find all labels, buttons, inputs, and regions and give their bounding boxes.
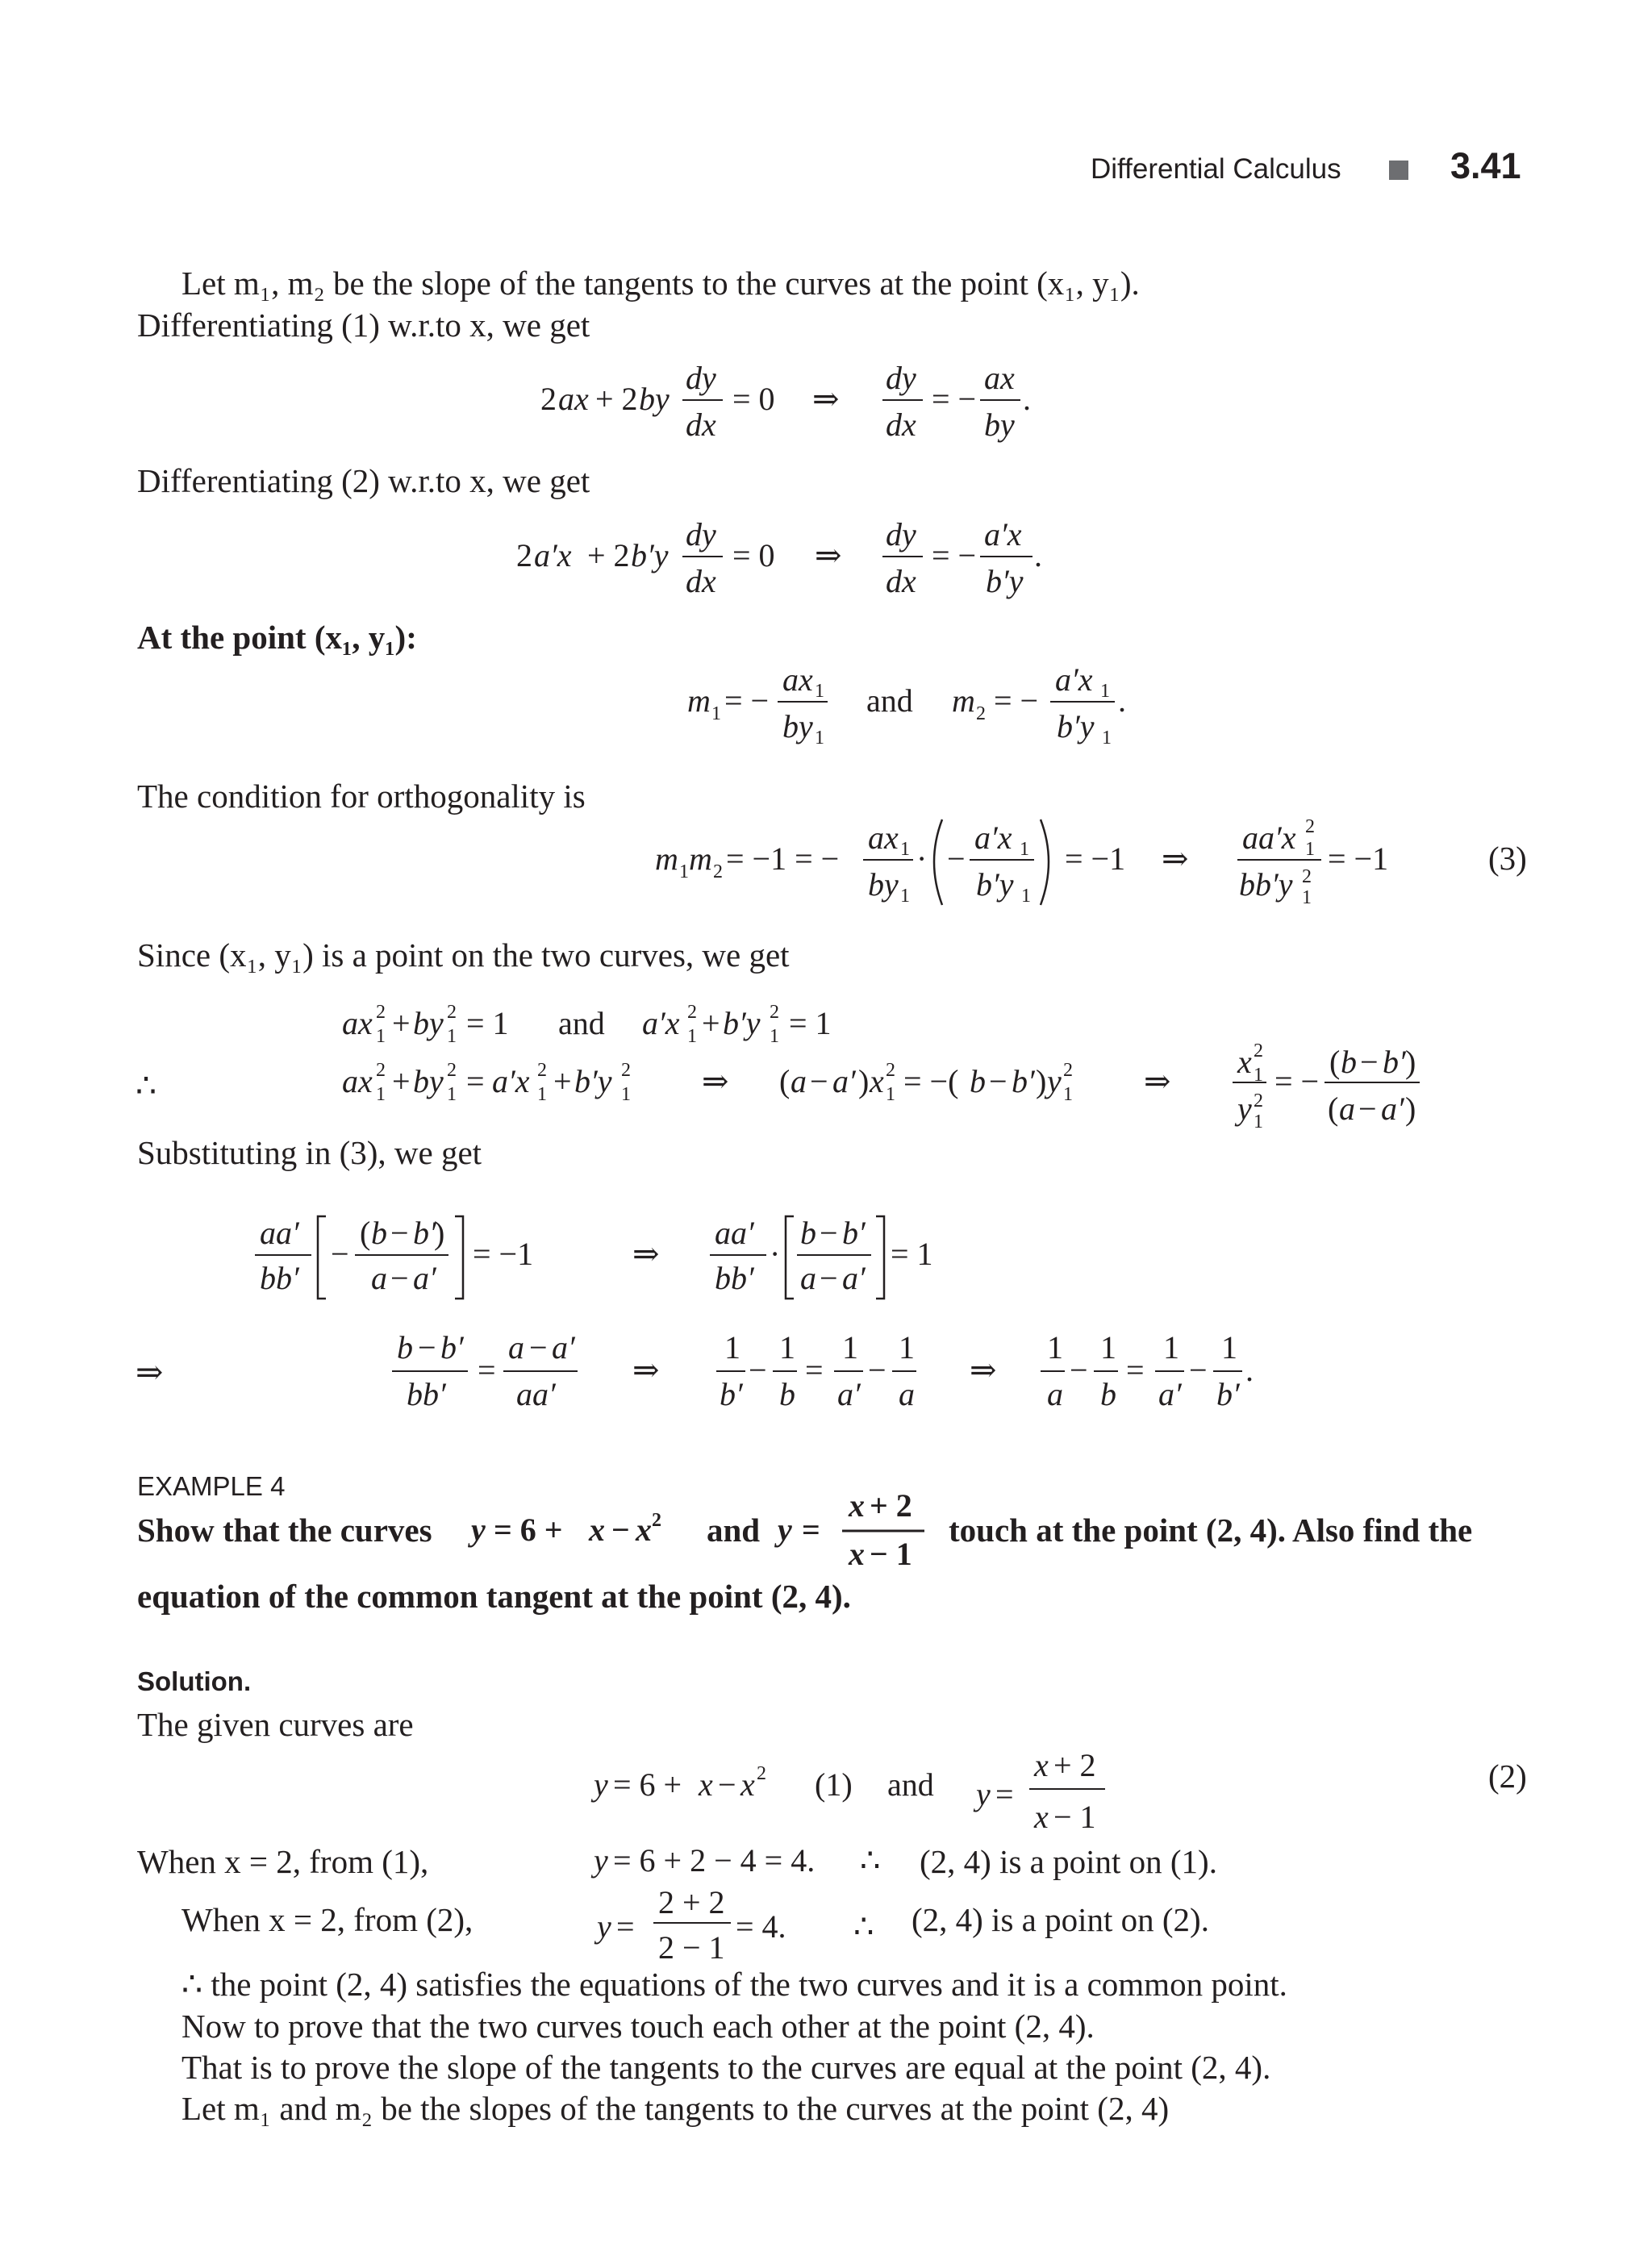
svg-text:aa′: aa′ — [260, 1215, 299, 1251]
svg-text:−: − — [749, 1352, 767, 1388]
svg-text:dx: dx — [886, 563, 916, 599]
svg-text:a′x: a′x — [974, 819, 1012, 856]
svg-text:a′: a′ — [1158, 1376, 1182, 1412]
svg-text:m: m — [687, 682, 711, 719]
svg-text:b′: b′ — [413, 1215, 436, 1251]
svg-text:1: 1 — [1021, 886, 1031, 907]
svg-text:⇒: ⇒ — [970, 1352, 997, 1388]
svg-text:by: by — [868, 866, 899, 903]
svg-text:dy: dy — [686, 516, 716, 553]
svg-text:= 0: = 0 — [732, 537, 775, 573]
svg-text:−: − — [418, 1329, 436, 1366]
solution-line-2: Now to prove that the two curves touch each other at the point (2, 4). — [181, 2008, 1095, 2045]
svg-text:m: m — [689, 840, 712, 877]
svg-text:1: 1 — [376, 1084, 386, 1105]
svg-text:(: ( — [1328, 1090, 1339, 1127]
svg-text:+: + — [553, 1063, 572, 1099]
svg-text:2: 2 — [447, 1002, 457, 1023]
solution-given-curves — [589, 1742, 1170, 1847]
svg-text:= 4.: = 4. — [736, 1908, 786, 1945]
svg-text:= −1 = −: = −1 = − — [726, 840, 840, 877]
example-statement-and: and — [707, 1512, 761, 1549]
svg-text:m: m — [952, 682, 975, 719]
svg-text:x: x — [1237, 1044, 1252, 1080]
svg-text:⇒: ⇒ — [632, 1352, 660, 1388]
svg-text:b: b — [397, 1329, 413, 1366]
svg-text:): ) — [1405, 1090, 1416, 1127]
svg-text:1: 1 — [900, 886, 910, 907]
svg-text:a: a — [1339, 1090, 1355, 1127]
svg-text:bb′: bb′ — [407, 1376, 446, 1412]
svg-text:x: x — [1034, 1747, 1049, 1783]
svg-text:1: 1 — [779, 1329, 795, 1366]
svg-text:x: x — [1034, 1799, 1049, 1835]
svg-text:y: y — [594, 1842, 608, 1879]
svg-text:·: · — [770, 1236, 781, 1272]
svg-text:ax: ax — [868, 819, 899, 856]
svg-text:= 6 +: = 6 + — [613, 1766, 682, 1803]
svg-text:= −: = − — [932, 381, 977, 417]
svg-text:a′: a′ — [832, 1063, 856, 1099]
svg-text:(: ( — [360, 1215, 371, 1251]
svg-text:= −1: = −1 — [1065, 840, 1126, 877]
svg-text:ax: ax — [558, 381, 589, 417]
svg-text:bb′: bb′ — [715, 1260, 754, 1296]
svg-text:a′: a′ — [837, 1376, 861, 1412]
svg-text:2: 2 — [1063, 1060, 1073, 1081]
svg-text:b′: b′ — [440, 1329, 464, 1366]
svg-text:b′y: b′y — [986, 563, 1024, 599]
svg-text:b′: b′ — [720, 1376, 743, 1412]
svg-text:= 1: = 1 — [466, 1005, 509, 1041]
svg-text:y: y — [1237, 1090, 1252, 1127]
svg-text:ax: ax — [782, 661, 813, 698]
svg-text:aa′x: aa′x — [1242, 819, 1296, 856]
svg-text:.: . — [1245, 1352, 1254, 1388]
when-line-2: When x = 2, from (2), — [181, 1901, 473, 1938]
svg-text:+ 2: + 2 — [595, 381, 638, 417]
svg-text:−: − — [331, 1236, 349, 1272]
svg-text:a′x: a′x — [642, 1005, 680, 1041]
svg-text:= 6 + 2 − 4 = 4.: = 6 + 2 − 4 = 4. — [613, 1842, 816, 1879]
svg-text:2: 2 — [537, 1060, 547, 1081]
svg-text:1: 1 — [842, 1329, 858, 1366]
svg-text:x: x — [870, 1063, 884, 1099]
svg-text:−: − — [718, 1766, 736, 1803]
solution-line-4: Let m₁ and m₂ be the slopes of the tangents to the curves at the point (2, 4) — [181, 2090, 1170, 2127]
svg-text:1: 1 — [815, 728, 824, 749]
svg-text:a: a — [371, 1260, 387, 1296]
svg-text:⇒: ⇒ — [702, 1063, 729, 1099]
implies-symbol: ⇒ — [136, 1353, 164, 1391]
svg-text:b′y: b′y — [631, 537, 669, 573]
svg-text:2: 2 — [1305, 816, 1315, 837]
solution-line-3: That is to prove the slope of the tangents to the curves are equal at the point (2, 4). — [181, 2049, 1271, 2086]
page-number: 3.41 — [1450, 145, 1521, 186]
svg-text:= −1: = −1 — [473, 1236, 534, 1272]
svg-text:1: 1 — [679, 861, 689, 882]
svg-text:=: = — [466, 1063, 485, 1099]
svg-text:ax: ax — [984, 360, 1015, 396]
svg-text:ax: ax — [342, 1005, 373, 1041]
equation-derivative-curve-1 — [524, 360, 1057, 460]
solution-given-text: The given curves are — [137, 1706, 414, 1743]
svg-text:=: = — [805, 1352, 824, 1388]
svg-text:dy: dy — [886, 516, 916, 553]
svg-text:b′: b′ — [1012, 1063, 1035, 1099]
svg-text:⇒: ⇒ — [632, 1236, 660, 1272]
svg-text:): ) — [1405, 1044, 1416, 1080]
svg-text:1: 1 — [900, 839, 910, 860]
svg-text:1: 1 — [687, 1026, 697, 1047]
svg-text:b′: b′ — [1383, 1044, 1406, 1080]
svg-text:2: 2 — [770, 1002, 779, 1023]
svg-text:−: − — [1189, 1352, 1208, 1388]
svg-text:1: 1 — [1063, 1084, 1073, 1105]
svg-text:⇒: ⇒ — [1144, 1063, 1171, 1099]
svg-text:b: b — [800, 1215, 816, 1251]
svg-text:.: . — [1118, 682, 1126, 719]
svg-text:a′: a′ — [1381, 1090, 1404, 1127]
svg-text:=: = — [995, 1776, 1014, 1812]
svg-text:y: y — [976, 1776, 991, 1812]
svg-text:= −1: = −1 — [1328, 840, 1389, 877]
svg-text:b′: b′ — [842, 1215, 866, 1251]
svg-text:= −: = − — [932, 537, 977, 573]
svg-text:b: b — [1100, 1376, 1116, 1412]
equation-number-2: (2) — [1488, 1758, 1527, 1795]
svg-text:2: 2 — [621, 1060, 631, 1081]
example-label: EXAMPLE 4 — [137, 1471, 286, 1501]
header-square-icon — [1389, 161, 1408, 180]
svg-text:b′y: b′y — [976, 866, 1014, 903]
svg-text:=: = — [802, 1512, 820, 1548]
svg-text:dx: dx — [886, 407, 916, 443]
svg-text:1: 1 — [1221, 1329, 1237, 1366]
svg-text:a′: a′ — [413, 1260, 436, 1296]
svg-text:∴: ∴ — [853, 1908, 874, 1945]
svg-text:2: 2 — [376, 1002, 386, 1023]
svg-text:⇒: ⇒ — [815, 537, 842, 573]
svg-text:a: a — [508, 1329, 524, 1366]
svg-text:2: 2 — [687, 1002, 697, 1023]
svg-text:dx: dx — [686, 407, 716, 443]
svg-text:.: . — [1023, 381, 1031, 417]
svg-text:a: a — [1047, 1376, 1063, 1412]
svg-text:): ) — [434, 1215, 445, 1251]
when-line-1: When x = 2, from (1), — [137, 1843, 429, 1880]
svg-text:2: 2 — [1254, 1040, 1263, 1061]
svg-text:a′x: a′x — [492, 1063, 530, 1099]
svg-text:−: − — [390, 1260, 409, 1296]
svg-text:·: · — [916, 840, 928, 877]
svg-text:+ 2: + 2 — [587, 537, 630, 573]
svg-text:aa′: aa′ — [516, 1376, 556, 1412]
svg-text:1: 1 — [724, 1329, 740, 1366]
when-line-2-result: (2, 4) is a point on (2). — [912, 1901, 1209, 1938]
svg-text:= 6 +: = 6 + — [494, 1512, 563, 1548]
svg-text:y: y — [594, 1766, 608, 1803]
svg-text:1: 1 — [1047, 1329, 1063, 1366]
svg-text:a′x: a′x — [984, 516, 1022, 553]
svg-text:b′y: b′y — [1057, 708, 1095, 744]
svg-text:and: and — [887, 1766, 934, 1803]
svg-text:(: ( — [1329, 1044, 1341, 1080]
svg-text:1: 1 — [621, 1084, 631, 1105]
svg-text:1: 1 — [1163, 1329, 1179, 1366]
svg-text:2: 2 — [1302, 866, 1312, 887]
therefore-symbol: ∴ — [136, 1067, 157, 1104]
svg-text:⇒: ⇒ — [1162, 840, 1189, 877]
svg-text:−: − — [820, 1260, 838, 1296]
svg-text:a′: a′ — [552, 1329, 575, 1366]
svg-text:x: x — [636, 1512, 652, 1548]
svg-text:+ 2: + 2 — [870, 1487, 912, 1524]
svg-text:2: 2 — [376, 1060, 386, 1081]
svg-text:1: 1 — [886, 1084, 895, 1105]
intro-line-2: Differentiating (1) w.r.to x, we get — [137, 306, 590, 344]
svg-text:y: y — [597, 1908, 611, 1945]
svg-text:(1): (1) — [815, 1766, 853, 1803]
svg-text:−: − — [611, 1512, 630, 1548]
svg-text:= 0: = 0 — [732, 381, 775, 417]
svg-text:2: 2 — [976, 703, 986, 724]
svg-text:dy: dy — [686, 360, 716, 396]
svg-text:1: 1 — [899, 1329, 915, 1366]
svg-text:−: − — [868, 1352, 886, 1388]
svg-text:−: − — [810, 1063, 828, 1099]
svg-text:−: − — [820, 1215, 838, 1251]
equation-slopes-at-point — [678, 661, 1162, 766]
svg-text:b′y: b′y — [723, 1005, 761, 1041]
svg-text:2: 2 — [516, 537, 532, 573]
svg-text:+: + — [392, 1005, 411, 1041]
when-line-1-result: (2, 4) is a point on (1). — [920, 1843, 1217, 1880]
svg-text:bb′: bb′ — [260, 1260, 299, 1296]
svg-text:−: − — [1358, 1090, 1377, 1127]
svg-text:1: 1 — [1100, 681, 1110, 702]
svg-text:b: b — [970, 1063, 986, 1099]
solution-line-1: ∴ the point (2, 4) satisfies the equations of the two curves and it is a common point. — [181, 1966, 1287, 2003]
svg-text:= −: = − — [1274, 1063, 1320, 1099]
svg-text:a: a — [800, 1260, 816, 1296]
svg-text:y: y — [778, 1512, 792, 1548]
svg-text:1: 1 — [770, 1026, 779, 1047]
svg-text:1: 1 — [711, 703, 721, 724]
svg-text:⇒: ⇒ — [812, 381, 840, 417]
svg-text:2: 2 — [757, 1763, 766, 1784]
equation-orthogonality — [645, 815, 1436, 928]
svg-text:a: a — [899, 1376, 915, 1412]
intro-line-3: Differentiating (2) w.r.to x, we get — [137, 462, 590, 499]
intro-line-1: Let m₁, m₂ be the slope of the tangents to the curves at the point (x₁, y₁). — [181, 265, 1140, 302]
svg-text:b′: b′ — [1216, 1376, 1240, 1412]
svg-text:a′: a′ — [842, 1260, 866, 1296]
example-statement-line-2: equation of the common tangent at the point (2, 4). — [137, 1578, 851, 1615]
svg-text:b: b — [371, 1215, 387, 1251]
svg-text:and: and — [558, 1005, 605, 1041]
svg-text:dx: dx — [686, 563, 716, 599]
svg-text:= −: = − — [994, 682, 1039, 719]
equation-combined — [339, 1040, 1452, 1142]
svg-text:−: − — [1360, 1044, 1379, 1080]
svg-text:1: 1 — [1020, 839, 1029, 860]
svg-text:m: m — [655, 840, 678, 877]
svg-text:dy: dy — [886, 360, 916, 396]
svg-text:): ) — [858, 1063, 870, 1099]
svg-text:−: − — [989, 1063, 1007, 1099]
svg-text:x: x — [849, 1487, 865, 1524]
svg-text:2: 2 — [652, 1510, 661, 1531]
svg-text:by: by — [782, 708, 813, 744]
svg-text:2: 2 — [1254, 1090, 1263, 1111]
svg-text:=: = — [1126, 1352, 1145, 1388]
svg-text:−: − — [529, 1329, 548, 1366]
svg-text:1: 1 — [447, 1026, 457, 1047]
svg-text:): ) — [1036, 1063, 1047, 1099]
svg-text:b: b — [779, 1376, 795, 1412]
svg-text:.: . — [1034, 537, 1042, 573]
equation-derivative-curve-2 — [508, 516, 1057, 616]
equation-number-3: (3) — [1488, 840, 1527, 877]
example-curve-2 — [773, 1484, 934, 1589]
svg-text:2: 2 — [886, 1060, 895, 1081]
svg-text:a: a — [791, 1063, 807, 1099]
svg-text:1: 1 — [376, 1026, 386, 1047]
svg-text:2: 2 — [447, 1060, 457, 1081]
svg-text:1: 1 — [1102, 728, 1112, 749]
svg-text:aa′: aa′ — [715, 1215, 754, 1251]
svg-text:(: ( — [779, 1063, 791, 1099]
svg-text:1: 1 — [537, 1084, 547, 1105]
svg-text:− 1: − 1 — [1053, 1799, 1096, 1835]
when-line-2-equation — [594, 1879, 900, 1976]
svg-text:= −(: = −( — [903, 1063, 959, 1099]
svg-text:1: 1 — [1254, 1111, 1263, 1132]
svg-text:+ 2: + 2 — [1053, 1747, 1096, 1783]
example-statement-end: touch at the point (2, 4). Also find the — [949, 1512, 1473, 1549]
svg-text:1: 1 — [1305, 839, 1315, 860]
svg-text:y: y — [1047, 1063, 1062, 1099]
svg-text:1: 1 — [1302, 887, 1312, 908]
svg-text:− 1: − 1 — [870, 1536, 912, 1572]
svg-text:2 − 1: 2 − 1 — [658, 1929, 725, 1966]
svg-text:x: x — [589, 1512, 605, 1548]
svg-text:=: = — [616, 1908, 635, 1945]
svg-text:x: x — [849, 1536, 865, 1572]
svg-text:= 1: = 1 — [891, 1236, 933, 1272]
equation-substituted — [250, 1205, 976, 1310]
svg-text:=: = — [478, 1352, 496, 1388]
svg-text:x: x — [699, 1766, 713, 1803]
svg-text:x: x — [740, 1766, 755, 1803]
orthogonality-text: The condition for orthogonality is — [137, 778, 586, 815]
svg-text:∴: ∴ — [860, 1842, 881, 1879]
running-header-title: Differential Calculus — [1091, 153, 1341, 185]
svg-text:2 + 2: 2 + 2 — [658, 1884, 725, 1920]
svg-text:bb′y: bb′y — [1239, 866, 1293, 903]
svg-text:by: by — [639, 381, 670, 417]
svg-text:ax: ax — [342, 1063, 373, 1099]
svg-text:b′y: b′y — [574, 1063, 612, 1099]
svg-text:by: by — [984, 407, 1015, 443]
svg-text:= −: = − — [724, 682, 770, 719]
svg-text:y: y — [471, 1512, 486, 1548]
point-on-curves-text: Since (x₁, y₁) is a point on the two curves, we get — [137, 936, 790, 974]
svg-text:−: − — [1070, 1352, 1088, 1388]
svg-text:−: − — [947, 840, 966, 877]
svg-text:= 1: = 1 — [789, 1005, 832, 1041]
equation-final-relation — [387, 1328, 1291, 1424]
svg-text:+: + — [702, 1005, 720, 1041]
svg-text:2: 2 — [713, 861, 723, 882]
svg-text:1: 1 — [447, 1084, 457, 1105]
svg-text:a′x: a′x — [534, 537, 572, 573]
svg-text:1: 1 — [1254, 1065, 1263, 1086]
at-point-heading: At the point (x₁, y₁): — [137, 619, 417, 656]
solution-label: Solution. — [137, 1666, 252, 1696]
example-statement-start: Show that the curves — [137, 1512, 432, 1549]
svg-text:by: by — [413, 1005, 444, 1041]
svg-text:1: 1 — [815, 681, 824, 702]
svg-text:b: b — [1341, 1044, 1357, 1080]
svg-text:+: + — [392, 1063, 411, 1099]
svg-text:and: and — [866, 682, 913, 719]
svg-text:2: 2 — [540, 381, 557, 417]
svg-text:a′x: a′x — [1055, 661, 1093, 698]
example-curve-1 — [468, 1484, 726, 1573]
substituting-text: Substituting in (3), we get — [137, 1134, 482, 1171]
svg-text:by: by — [413, 1063, 444, 1099]
svg-text:−: − — [390, 1215, 409, 1251]
svg-text:1: 1 — [1100, 1329, 1116, 1366]
